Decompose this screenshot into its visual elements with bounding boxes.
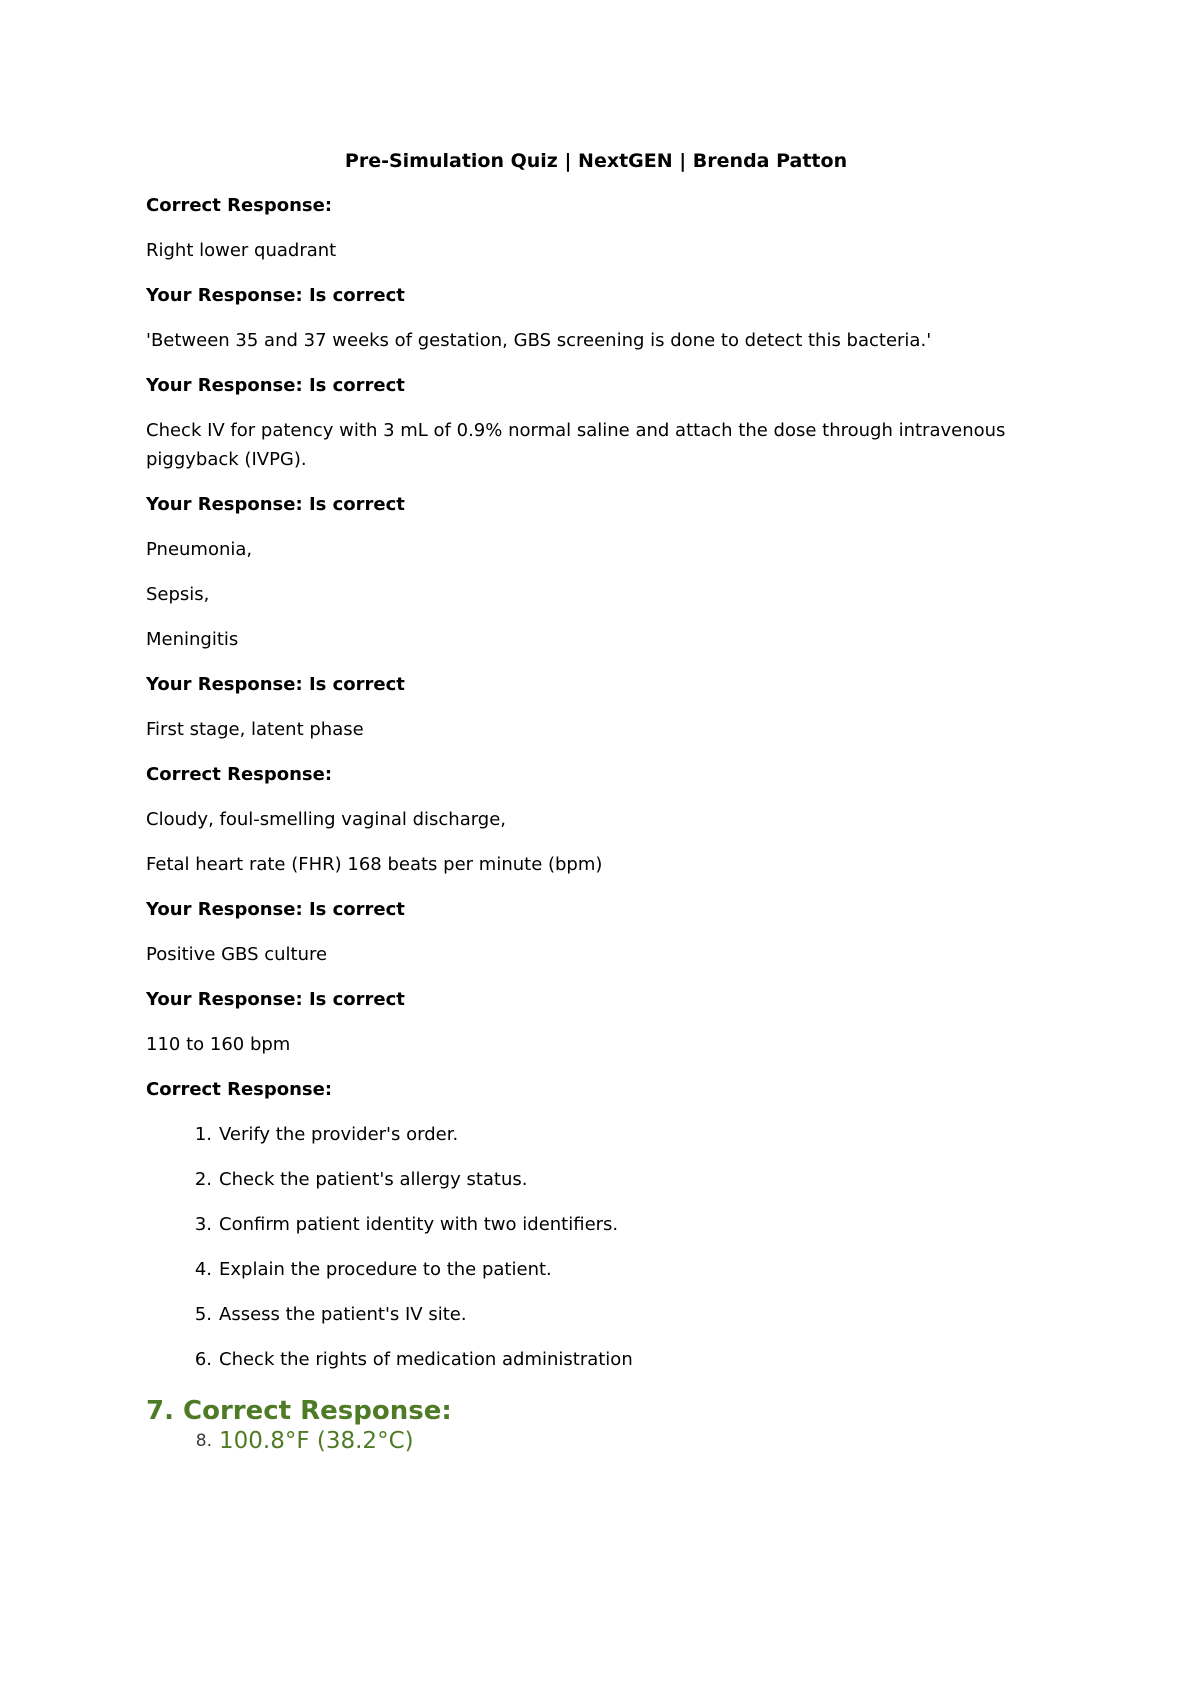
response-heading: Your Response: Is correct xyxy=(146,494,405,515)
response-text: 'Between 35 and 37 weeks of gestation, GBS screening is done to detect this bacteria.' xyxy=(146,330,932,351)
response-heading: Your Response: Is correct xyxy=(146,899,405,920)
response-heading: Your Response: Is correct xyxy=(146,285,405,306)
list-item xyxy=(146,1300,1046,1329)
list-text: Confirm patient identity with two identifiers. xyxy=(219,1214,619,1235)
response-text: Cloudy, foul-smelling vaginal discharge, xyxy=(146,809,507,830)
steps-list xyxy=(146,1120,1046,1374)
response-text: 110 to 160 bpm xyxy=(146,1034,291,1055)
response-heading: Your Response: Is correct xyxy=(146,674,405,695)
final-response-item xyxy=(146,1426,1046,1456)
list-item xyxy=(146,1345,1046,1374)
list-text: Verify the provider's order. xyxy=(219,1124,459,1145)
response-text: Meningitis xyxy=(146,629,239,650)
response-heading: Correct Response: xyxy=(146,764,333,785)
response-text: Positive GBS culture xyxy=(146,944,328,965)
response-text: Right lower quadrant xyxy=(146,240,337,261)
list-number: 4. xyxy=(194,1259,212,1280)
list-item xyxy=(146,1255,1046,1284)
list-item xyxy=(146,1120,1046,1149)
list-text: Assess the patient's IV site. xyxy=(219,1304,467,1325)
list-number: 2. xyxy=(194,1169,212,1190)
list-number: 8. xyxy=(195,1431,212,1451)
list-number: 1. xyxy=(194,1124,212,1145)
response-heading: Correct Response: xyxy=(146,1079,333,1100)
response-text: Fetal heart rate (FHR) 168 beats per minute (bpm) xyxy=(146,854,603,875)
final-correct-response-heading: 7. Correct Response: xyxy=(146,1396,452,1426)
response-heading: Correct Response: xyxy=(146,195,333,216)
list-text: Explain the procedure to the patient. xyxy=(219,1259,552,1280)
response-text: Check IV for patency with 3 mL of 0.9% normal saline and attach the dose through intravenous piggyback (IVPG). xyxy=(146,420,1006,470)
list-number: 5. xyxy=(194,1304,212,1325)
response-heading: Your Response: Is correct xyxy=(146,375,405,396)
list-number: 3. xyxy=(194,1214,212,1235)
document-title: Pre-Simulation Quiz | NextGEN | Brenda Patton xyxy=(344,150,848,172)
list-item xyxy=(146,1210,1046,1239)
document-page xyxy=(146,146,1046,1456)
list-text: Check the rights of medication administration xyxy=(219,1349,633,1370)
response-text: Pneumonia, xyxy=(146,539,253,560)
response-heading: Your Response: Is correct xyxy=(146,989,405,1010)
list-text: Check the patient's allergy status. xyxy=(219,1169,528,1190)
list-number: 6. xyxy=(194,1349,212,1370)
response-text: Sepsis, xyxy=(146,584,210,605)
list-item xyxy=(146,1165,1046,1194)
response-text: First stage, latent phase xyxy=(146,719,364,740)
final-response-text: 100.8°F (38.2°C) xyxy=(219,1428,414,1454)
